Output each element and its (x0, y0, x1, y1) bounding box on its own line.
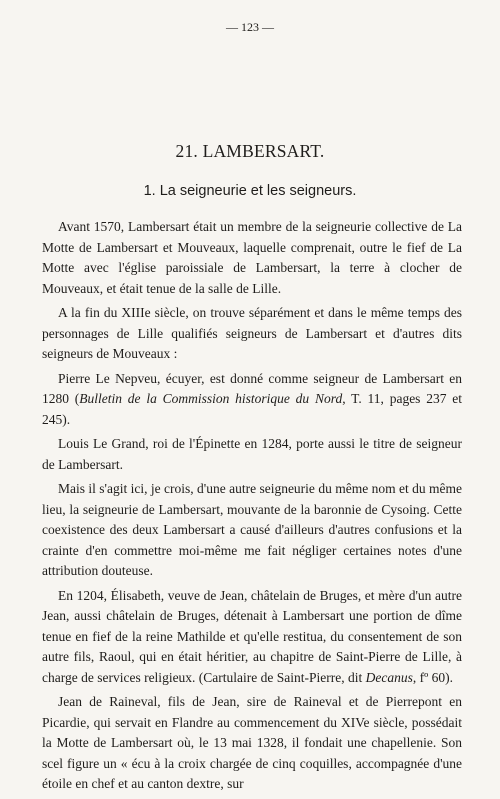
paragraph-6-text-b: , fº 60). (412, 669, 454, 685)
section-subtitle: 1. La seigneurie et les seigneurs. (143, 183, 357, 199)
body-text (42, 217, 462, 799)
paragraph-7: Jean de Raineval, fils de Jean, sire de Raineval et de Pierrepont en Picardie, qui servait en Flandre au commencement du XIVe siècle, possédait la Motte de Lambersart où, le 13 mai 1328, il fondait une chapellenie. Son scel figure un « écu à la croix chargée de cinq coquilles, accompagnée d'une étoile en chef et au canton dextre, sur (42, 694, 462, 791)
paragraph-4: Louis Le Grand, roi de l'Épinette en 1284, porte aussi le titre de seigneur de Lambersart. (42, 436, 462, 472)
paragraph-5: Mais il s'agit ici, je crois, d'une autre seigneurie du même nom et du même lieu, la seigneurie de Lambersart, mouvante de la baronnie de Cysoing. Cette coexistence des deux Lambersart a causé d'ailleurs d'autres confusions et la crainte d'en commettre moi-même me fait négliger certaines notes d'une attribution douteuse. (42, 481, 462, 578)
paragraph-2: A la fin du XIIIe siècle, on trouve séparément et dans le même temps des personnages de Lille qualifiés seigneurs de Lambersart et d'autres dits seigneurs de Mouveaux : (42, 305, 462, 361)
paragraph-6 (42, 586, 462, 689)
paragraph-1: Avant 1570, Lambersart était un membre de la seigneurie collective de La Motte de Lambersart et Mouveaux, laquelle comprenait, outre le fief de La Motte avec l'église paroissiale de Lambersart, la terre à clocher de Mouveaux, et était tenue de la salle de Lille. (42, 219, 462, 296)
paragraph-3-text-b: , T. 11, pages 237 et 245). (42, 391, 462, 427)
chapter-title: 21. LAMBERSART. (175, 141, 325, 161)
page-number: — 123 — (226, 20, 274, 34)
paragraph-6-text-a: En 1204, Élisabeth, veuve de Jean, châtelain de Bruges, et mère d'un autre Jean, aussi châtelain de Bruges, détenait à Lambersart une portion de dîme tenue en fief de la reine Mathilde et qu'elle restitua, du consentement de son autre fils, Raoul, qui en était héritier, au chapitre de Saint-Pierre de Lille, à charge de services religieux. (Cartulaire de Saint-Pierre, dit (42, 587, 462, 685)
paragraph-3 (42, 369, 462, 431)
paragraph-6-citation: Decanus (365, 669, 413, 685)
paragraph-3-text-a: Pierre Le Nepveu, écuyer, est donné comme seigneur de Lambersart en 1280 ( (42, 370, 462, 406)
paragraph-3-citation: Bulletin de la Commission historique du Nord (79, 391, 343, 406)
